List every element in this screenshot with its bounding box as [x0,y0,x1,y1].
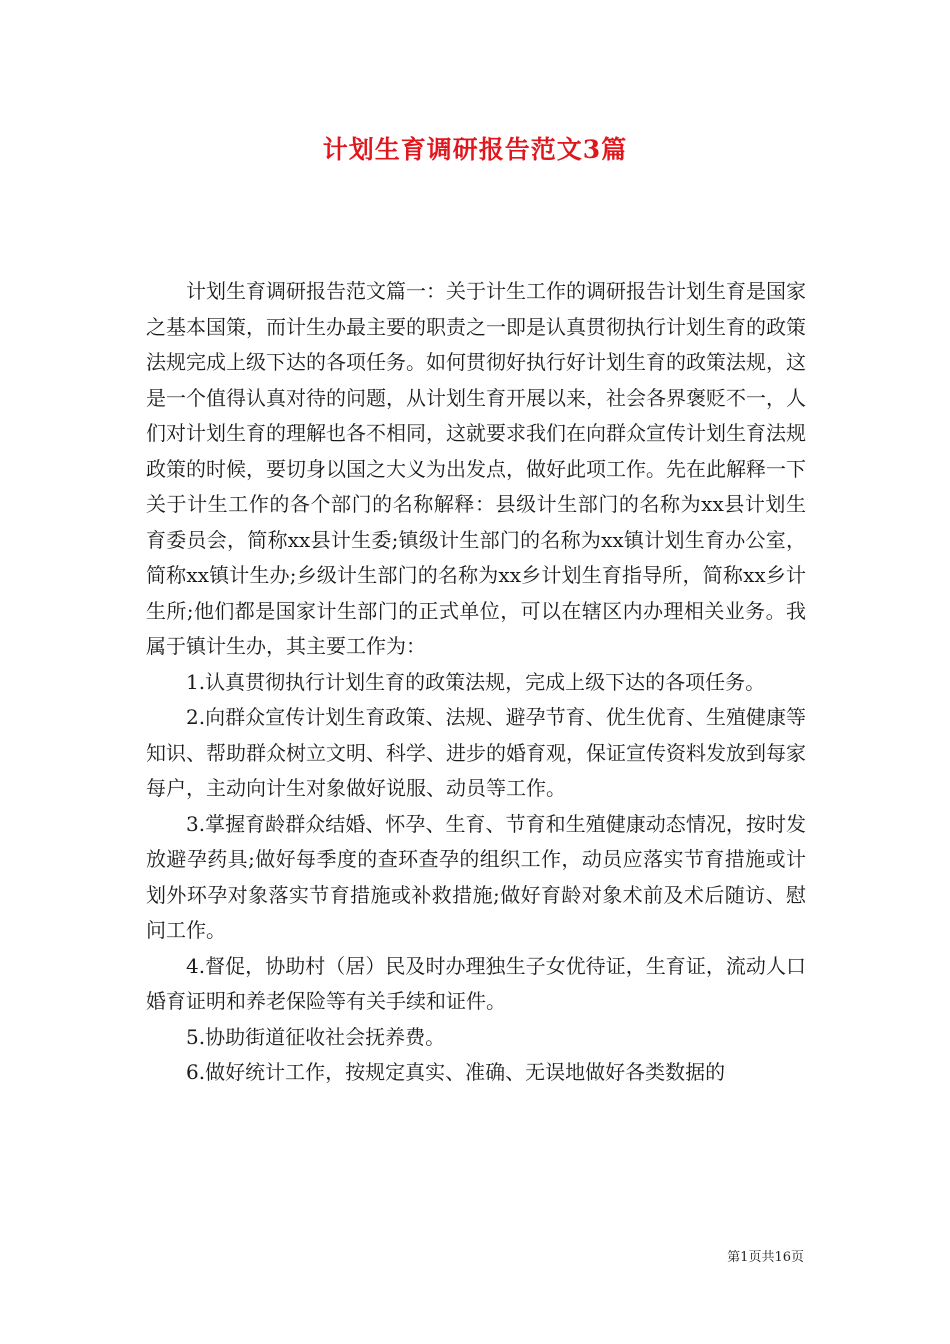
paragraph: 2.向群众宣传计划生育政策、法规、避孕节育、优生优育、生殖健康等知识、帮助群众树立文明、科学、进步的婚育观，保证宣传资料发放到每家每户，主动向计生对象做好说服、动员等工作。 [146,705,806,800]
paragraph: 4.督促，协助村（居）民及时办理独生子女优待证，生育证，流动人口婚育证明和养老保险等有关手续和证件。 [146,953,806,1013]
paragraph: 5.协助街道征收社会抚养费。 [186,1024,446,1049]
document-title: 计划生育调研报告范文3篇 [322,135,628,164]
page-number-footer: 第1页共16页 [727,1250,804,1265]
paragraph: 1.认真贯彻执行计划生育的政策法规，完成上级下达的各项任务。 [186,669,766,694]
paragraph: 计划生育调研报告范文篇一：关于计生工作的调研报告计划生育是国家之基本国策，而计生办最主要的职责之一即是认真贯彻执行计划生育的政策法规完成上级下达的各项任务。如何贯彻好执行好计划生育的政策法规，这是一个值得认真对待的问题，从计划生育开展以来，社会各界褒贬不一，人们对计划生育的理解也各不相同，这就要求我们在向群众宣传计划生育法规政策的时候，要切身以国之大义为出发点，做好此项工作。先在此解释一下关于计生工作的各个部门的名称解释：县级计生部门的名称为xx县计划生育委员会，简称xx县计生委;镇级计生部门的名称为xx镇计划生育办公室，简称xx镇计生办;乡级计生部门的名称为xx乡计划生育指导所，简称xx乡计生所;他们都是国家计生部门的正式单位，可以在辖区内办理相关业务。我属于镇计生办，其主要工作为： [146,279,806,658]
document-body [146,274,806,1091]
paragraph: 3.掌握育龄群众结婚、怀孕、生育、节育和生殖健康动态情况，按时发放避孕药具;做好每季度的查环查孕的组织工作，动员应落实节育措施或计划外环孕对象落实节育措施或补救措施;做好育龄对象术前及术后随访、慰问工作。 [146,811,806,942]
paragraph: 6.做好统计工作，按规定真实、准确、无误地做好各类数据的 [186,1060,726,1084]
